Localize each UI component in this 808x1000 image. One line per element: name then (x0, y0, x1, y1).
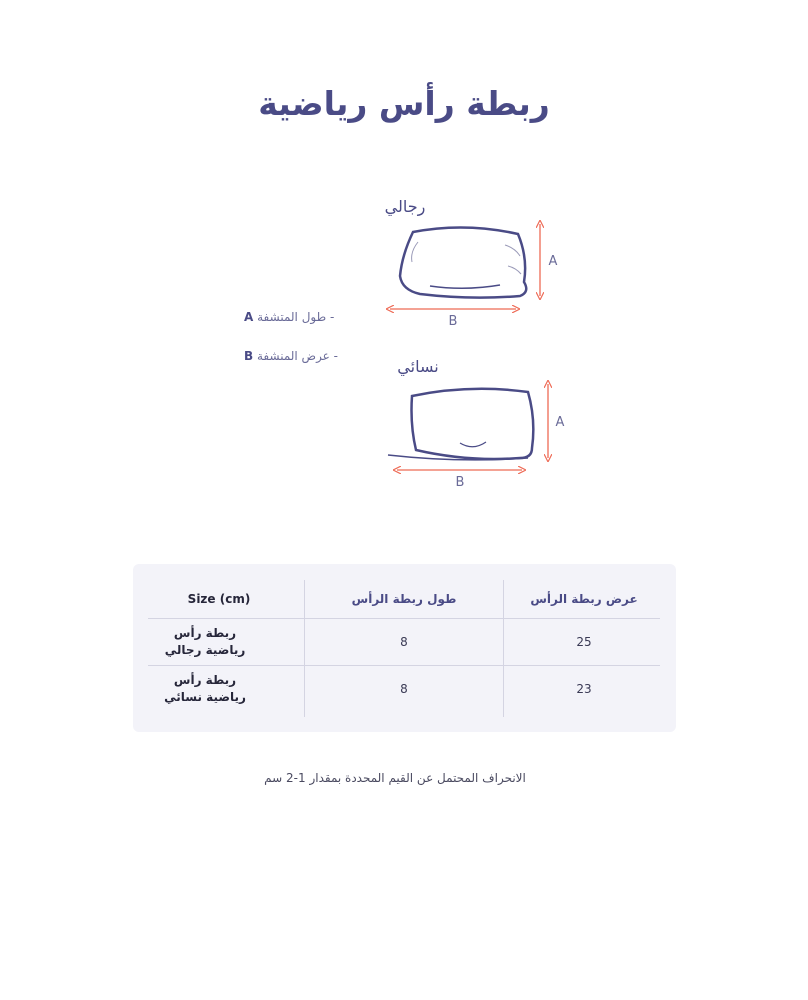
size-table (133, 564, 676, 732)
row-label: ربطة رأس رياضية رجالي (164, 626, 246, 657)
women-dim-b-label: B (455, 475, 465, 490)
row-width-value: 25 (576, 635, 592, 649)
men-dim-b-label: B (448, 314, 458, 329)
legend-b-key: B (244, 349, 254, 363)
women-headband-illustration (388, 389, 533, 460)
header-width: عرض ربطة الرأس (530, 592, 638, 606)
legend-a-key: A (244, 310, 254, 324)
men-dim-a-label: A (548, 254, 558, 269)
legend-a-text: طول المتشفة - (257, 310, 335, 324)
tolerance-note: الانحراف المحتمل عن القيم المحددة بمقدار 1-2 سم (264, 771, 526, 785)
header-length: طول ربطة الرأس (351, 592, 457, 606)
header-size: Size (cm) (187, 592, 251, 606)
row-label: ربطة رأس رياضية نسائي (164, 673, 246, 704)
women-label: نسائي (397, 357, 439, 376)
legend-b-text: عرض المنشفة - (256, 349, 339, 363)
page-title: ربطة رأس رياضية (258, 84, 550, 123)
women-dim-a-label: A (555, 415, 565, 430)
row-length-value: 8 (400, 682, 408, 696)
row-length-value: 8 (400, 635, 408, 649)
row-width-value: 23 (576, 682, 592, 696)
men-headband-illustration (400, 227, 526, 297)
men-label: رجالي (384, 197, 426, 216)
